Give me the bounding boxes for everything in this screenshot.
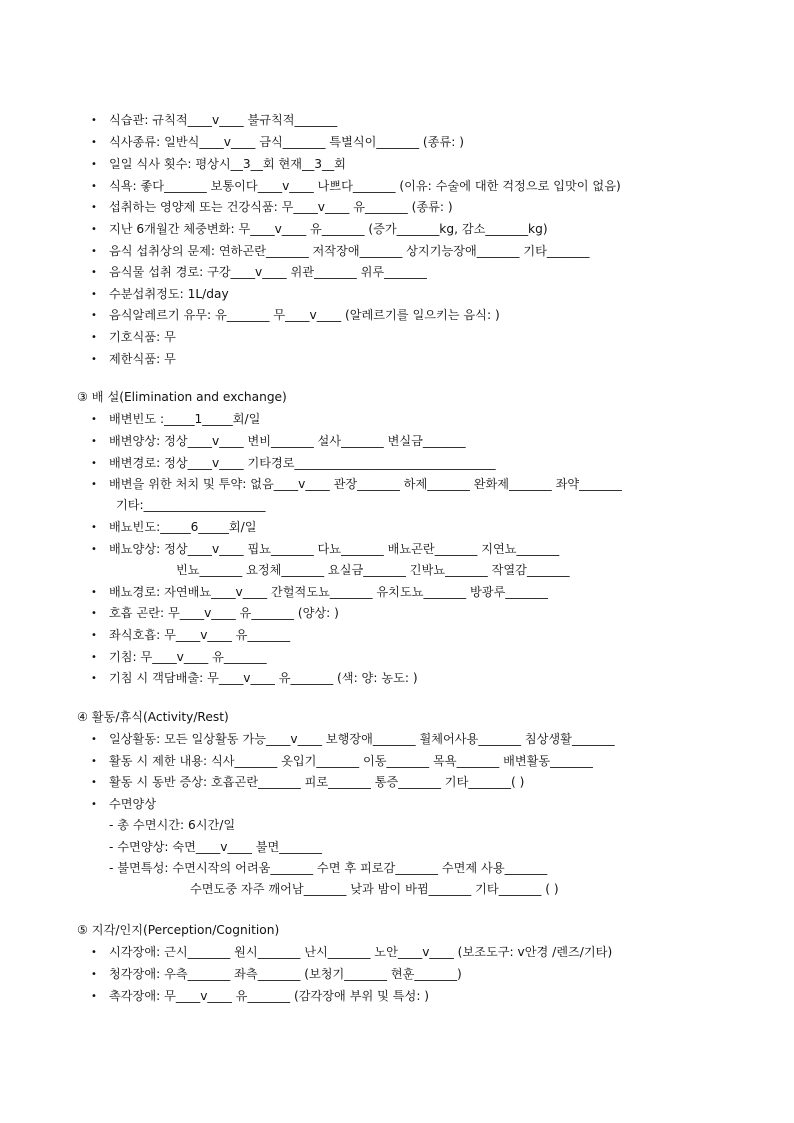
bullet-icon: •: [91, 734, 97, 745]
sleep-quality-line: - 수면양상: 숙면____v____ 불면_______: [109, 840, 322, 854]
section-title: ④ 활동/휴식(Activity/Rest): [77, 710, 229, 724]
restricted-food-line: 제한식품: 무: [109, 352, 176, 366]
bowel-pattern-line: 배변양상: 정상____v____ 변비_______ 설사_______ 변실금_______: [109, 434, 466, 448]
bullet-icon: •: [91, 630, 97, 641]
activity-limits-line: 활동 시 제한 내용: 식사_______ 옷입기_______ 이동_______ 목욕_______ 배변활동_______: [109, 754, 593, 768]
bullet-icon: •: [91, 777, 97, 788]
meal-type-line: 식사종류: 일반식____v____ 금식_______ 특별식이_______ (종류: ): [109, 135, 464, 149]
bullet-icon: •: [91, 137, 97, 148]
fluid-intake-line: 수분섭취정도: 1L/day: [109, 287, 229, 301]
dyspnea-line: 호흡 곤란: 무____v____ 유_______ (양상: ): [109, 606, 339, 620]
supplement-line: 섭취하는 영양제 또는 건강식품: 무____v____ 유_______ (종류: ): [109, 200, 453, 214]
bullet-icon: •: [91, 181, 97, 192]
bullet-icon: •: [91, 414, 97, 425]
bullet-icon: •: [91, 310, 97, 321]
bowel-frequency-line: 배변빈도 :_____1_____회/일: [109, 412, 261, 426]
bullet-icon: •: [91, 115, 97, 126]
bullet-icon: •: [91, 756, 97, 767]
urination-pattern-continued-line: 빈뇨_______ 요정체_______ 요실금_______ 긴박뇨_______ 작열감_______: [176, 563, 570, 577]
bullet-icon: •: [91, 991, 97, 1002]
section-title: ③ 배 설(Elimination and exchange): [77, 390, 287, 404]
intake-problem-line: 음식 섭취상의 문제: 연하곤란_______ 저작장애_______ 상지기능장애_______ 기타_______: [109, 244, 590, 258]
bullet-icon: •: [91, 354, 97, 365]
sleep-pattern-heading: 수면양상: [109, 797, 157, 811]
preferred-food-line: 기호식품: 무: [109, 330, 176, 344]
vision-line: 시각장애: 근시_______ 원시_______ 난시_______ 노안____v____ (보조도구: v안경 /렌즈/기타): [109, 945, 613, 959]
hearing-line: 청각장애: 우측_______ 좌측_______ (보청기_______ 현훈_______): [109, 967, 462, 981]
appetite-line: 식욕: 좋다_______ 보통이다____v____ 나쁘다_______ (이유: 수술에 대한 걱정으로 입맛이 없음): [109, 179, 621, 193]
bullet-icon: •: [91, 159, 97, 170]
bullet-icon: •: [91, 608, 97, 619]
bullet-icon: •: [91, 436, 97, 447]
urination-route-line: 배뇨경로: 자연배뇨____v____ 간헐적도뇨_______ 유치도뇨_______ 방광루_______: [109, 585, 548, 599]
bullet-icon: •: [91, 673, 97, 684]
bullet-icon: •: [91, 479, 97, 490]
weight-change-line: 지난 6개월간 체중변화: 무____v____ 유_______ (증가_______kg, 감소_______kg): [109, 222, 548, 236]
orthopnea-line: 좌식호흡: 무____v____ 유_______: [109, 628, 291, 642]
daily-meals-line: 일일 식사 횟수: 평상시__3__회 현재__3__회: [109, 157, 346, 171]
bullet-icon: •: [91, 969, 97, 980]
bullet-icon: •: [91, 224, 97, 235]
bullet-icon: •: [91, 289, 97, 300]
insomnia-traits-line: - 불면특성: 수면시작의 어려움_______ 수면 후 피로감_______ 수면제 사용_______: [109, 861, 548, 875]
activity-symptoms-line: 활동 시 동반 증상: 호흡곤란_______ 피로_______ 통증_______ 기타_______( ): [109, 775, 525, 789]
total-sleep-line: - 총 수면시간: 6시간/일: [109, 818, 236, 832]
bullet-icon: •: [91, 246, 97, 257]
bowel-treatment-line: 배변을 위한 처치 및 투약: 없음____v____ 관장_______ 하제_______ 완화제_______ 좌약_______: [109, 477, 622, 491]
bullet-icon: •: [91, 544, 97, 555]
bowel-treatment-other-line: 기타:____________________: [116, 498, 266, 512]
eating-habit-line: 식습관: 규칙적____v____ 불규칙적_______: [109, 113, 338, 127]
touch-line: 촉각장애: 무____v____ 유_______ (감각장애 부위 및 특성: ): [109, 989, 430, 1003]
daily-activity-line: 일상활동: 모든 일상활동 가능____v____ 보행장애_______ 휠체어사용_______ 침상생활_______: [109, 732, 615, 746]
section-title: ⑤ 지각/인지(Perception/Cognition): [77, 923, 280, 937]
bullet-icon: •: [91, 947, 97, 958]
sputum-line: 기침 시 객담배출: 무____v____ 유_______ (색: 양: 농도: ): [109, 671, 418, 685]
intake-route-line: 음식물 섭취 경로: 구강____v____ 위관_______ 위루_______: [109, 265, 427, 279]
bullet-icon: •: [91, 267, 97, 278]
bullet-icon: •: [91, 652, 97, 663]
bullet-icon: •: [91, 587, 97, 598]
food-allergy-line: 음식알레르기 유무: 유_______ 무____v____ (알레르기를 일으키는 음식: ): [109, 308, 500, 322]
bullet-icon: •: [91, 522, 97, 533]
bowel-route-line: 배변경로: 정상____v____ 기타경로_________________________________: [109, 456, 496, 470]
bullet-icon: •: [91, 202, 97, 213]
insomnia-traits-continued-line: 수면도중 자주 깨어남_______ 낮과 밤이 바뀜_______ 기타_______ ( ): [190, 882, 559, 896]
bullet-icon: •: [91, 458, 97, 469]
urination-pattern-line: 배뇨양상: 정상____v____ 핍뇨_______ 다뇨_______ 배뇨곤란_______ 지연뇨_______: [109, 542, 560, 556]
urination-frequency-line: 배뇨빈도:_____6_____회/일: [109, 520, 257, 534]
bullet-icon: •: [91, 799, 97, 810]
bullet-icon: •: [91, 332, 97, 343]
cough-line: 기침: 무____v____ 유_______: [109, 650, 267, 664]
